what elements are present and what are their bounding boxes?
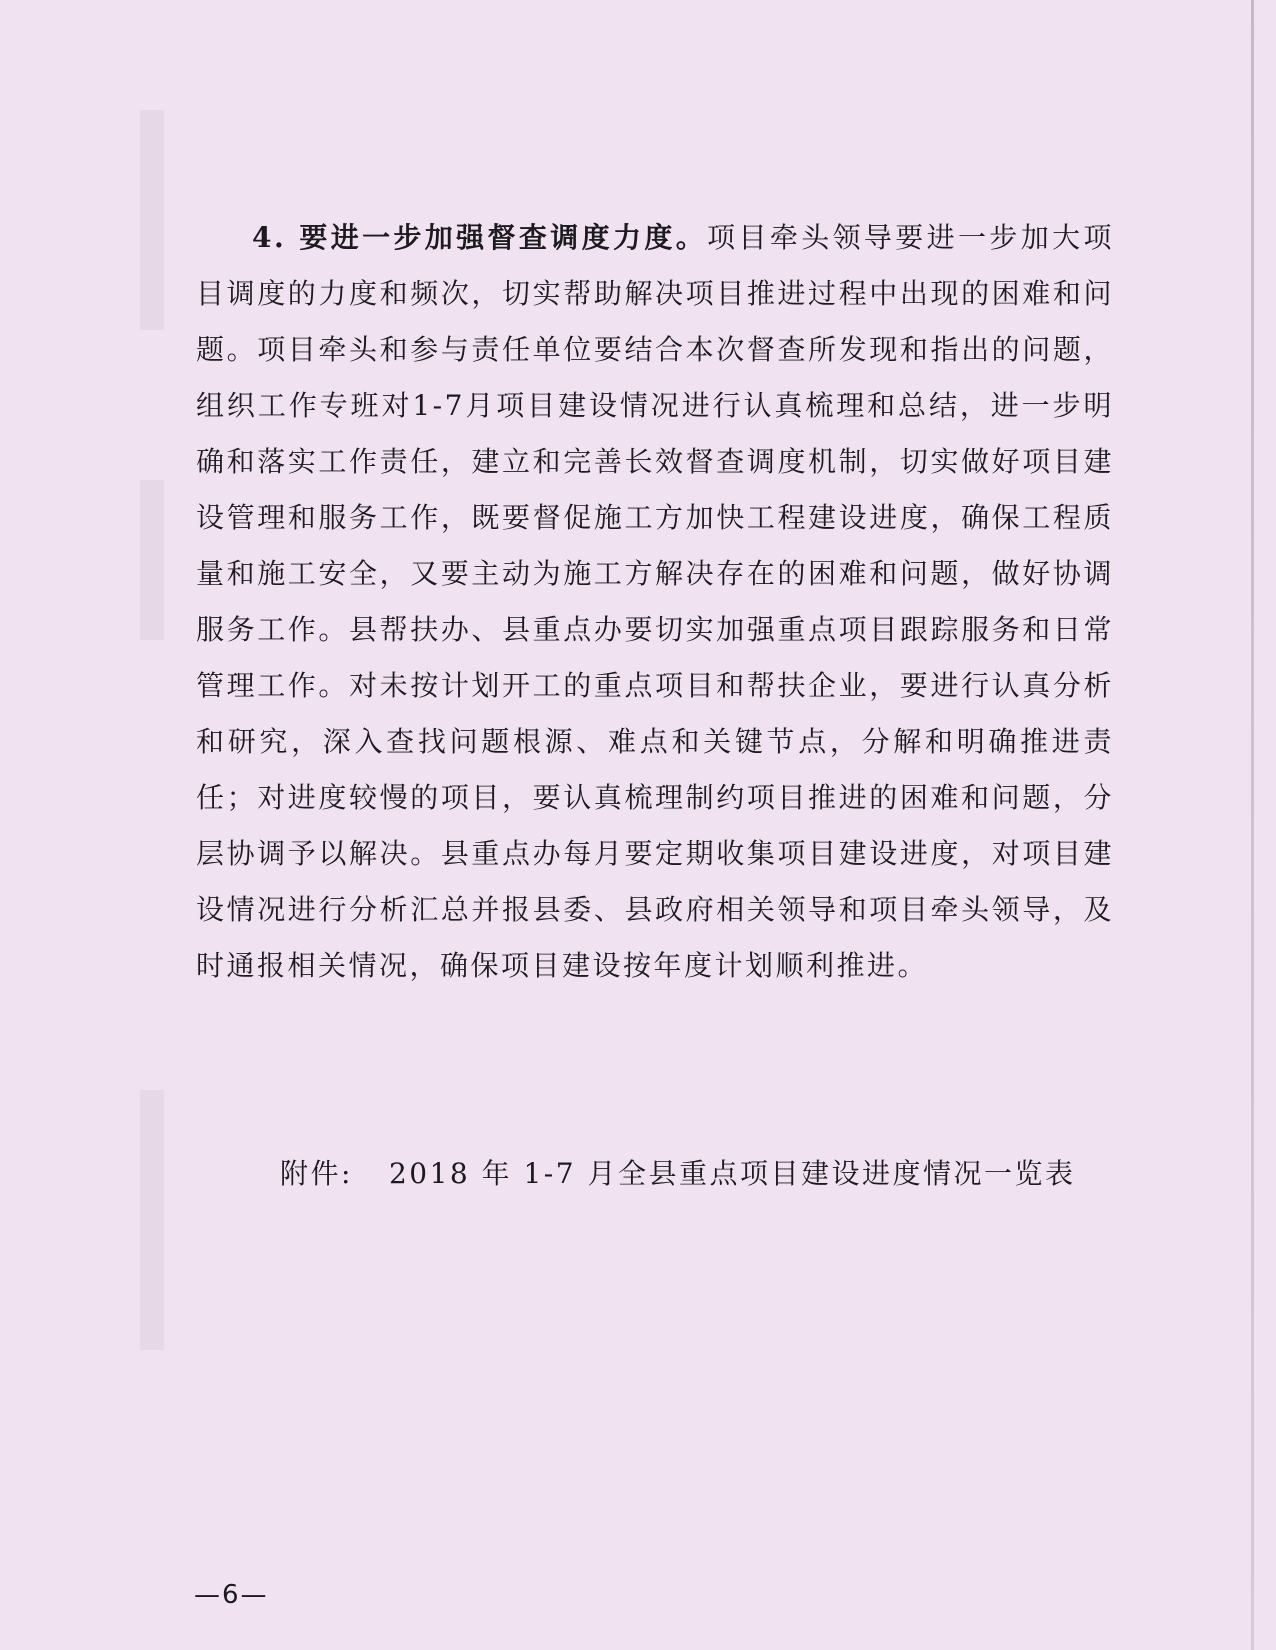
body-paragraph	[196, 210, 1114, 994]
page-edge	[1251, 0, 1254, 1650]
bleed-through-mark	[140, 1090, 164, 1350]
attachment-label: 附件:	[280, 1157, 353, 1190]
attachment-title: 2018 年 1-7 月全县重点项目建设进度情况一览表	[388, 1157, 1076, 1190]
page-number: —6—	[194, 1580, 269, 1610]
bleed-through-mark	[140, 110, 164, 330]
attachment-line	[280, 1146, 1076, 1202]
document-body	[196, 210, 1114, 994]
paragraph-text: 项目牵头领导要进一步加大项目调度的力度和频次，切实帮助解决项目推进过程中出现的困难和问题。项目牵头和参与责任单位要结合本次督查所发现和指出的问题，组织工作专班对1-7月项目建设情况进行认真梳理和总结，进一步明确和落实工作责任，建立和完善长效督查调度机制，切实做好项目建设管理和服务工作，既要督促施工方加快工程建设进度，确保工程质量和施工安全，又要主动为施工方解决存在的困难和问题，做好协调服务工作。县帮扶办、县重点办要切实加强重点项目跟踪服务和日常管理工作。对未按计划开工的重点项目和帮扶企业，要进行认真分析和研究，深入查找问题根源、难点和关键节点，分解和明确推进责任；对进度较慢的项目，要认真梳理制约项目推进的困难和问题，分层协调予以解决。县重点办每月要定期收集项目建设进度，对项目建设情况进行分析汇总并报县委、县政府相关领导和项目牵头领导，及时通报相关情况，确保项目建设按年度计划顺利推进。	[196, 221, 1114, 982]
paragraph-heading: 4. 要进一步加强督查调度力度。	[252, 221, 708, 254]
bleed-through-mark	[140, 480, 164, 640]
